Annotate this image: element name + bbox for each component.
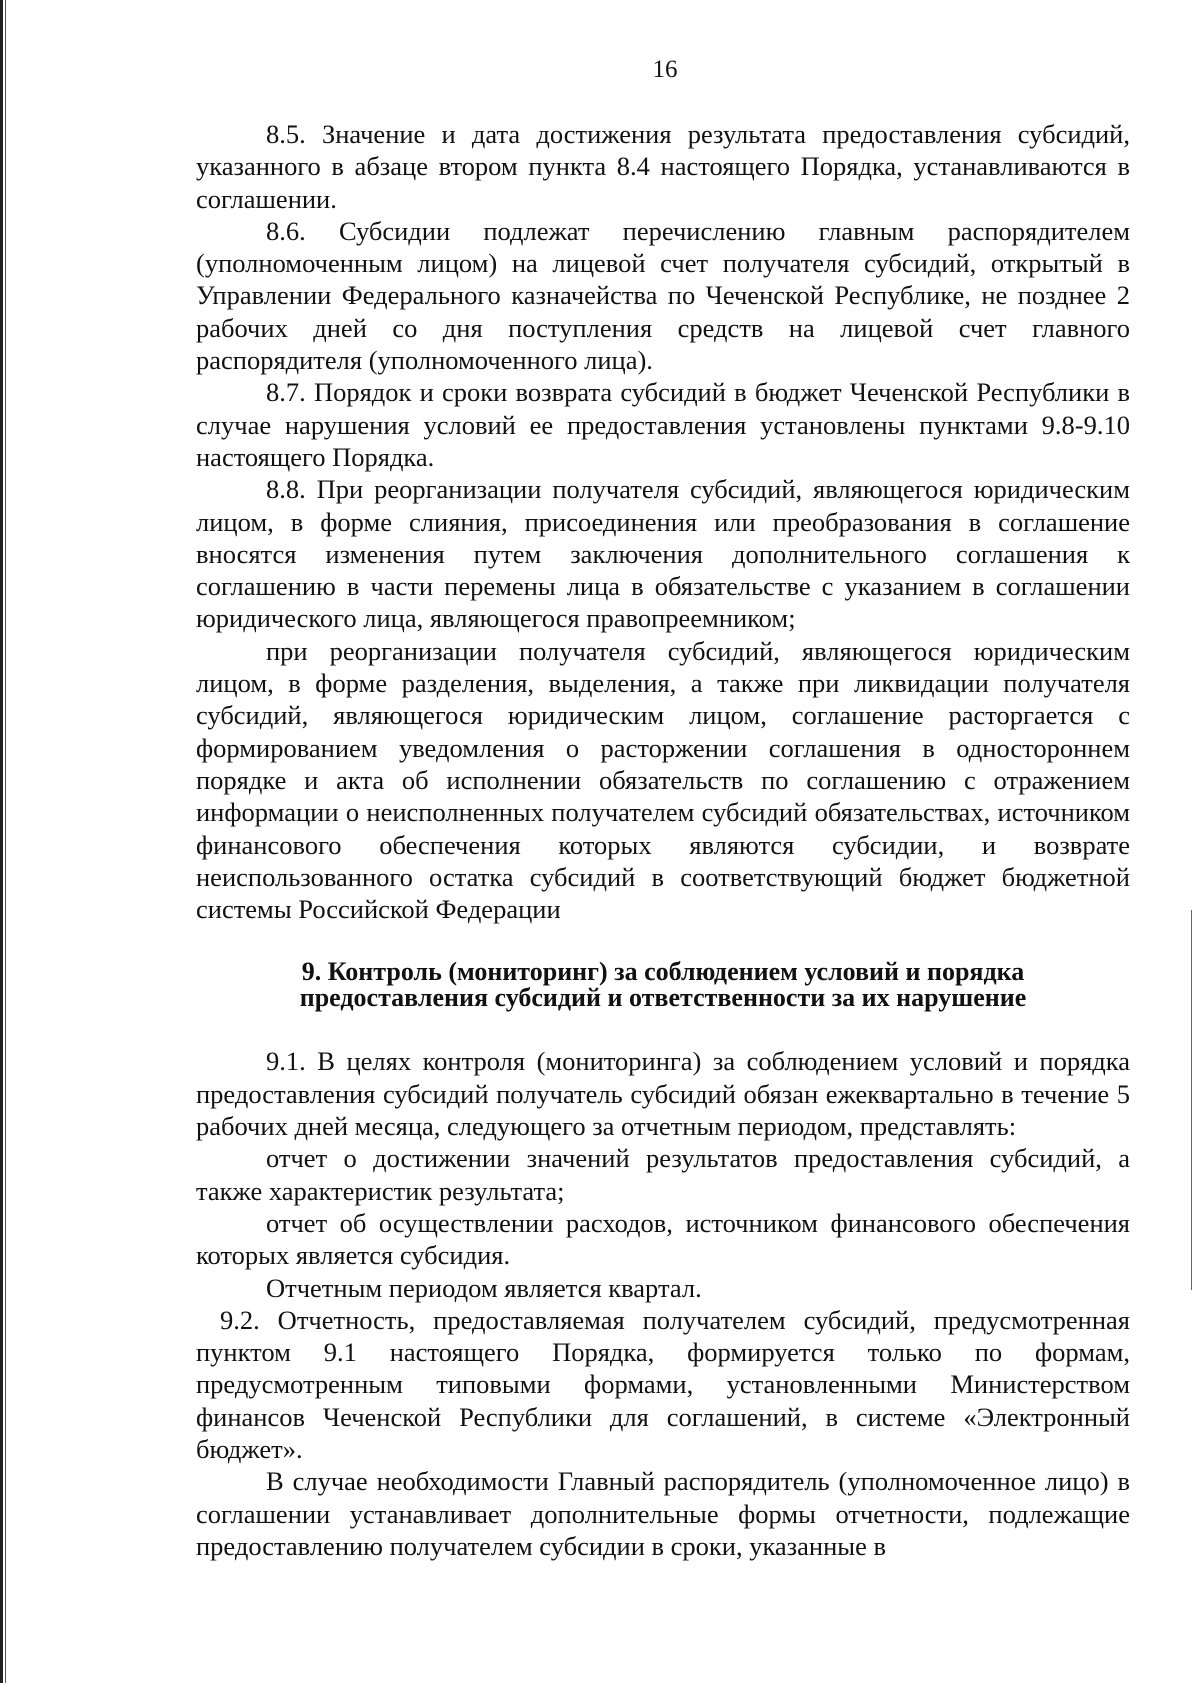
paragraph-9-2: 9.2. Отчетность, предоставляемая получателем субсидий, предусмотренная пунктом 9.1 настоящего Порядка, формируется только по формам, предусмотренным типовыми формами, установленными Министерством финансов Чеченской Республики для соглашений, в системе «Электронный бюджет».	[196, 1304, 1130, 1464]
section-heading-line-1: 9. Контроль (мониторинг) за соблюдением условий и порядка	[301, 957, 1025, 987]
section-heading	[196, 959, 1130, 1011]
scan-edge-left-inner	[5, 0, 6, 1683]
paragraph-8-8: 8.8. При реорганизации получателя субсидий, являющегося юридическим лицом, в форме слияния, присоединения или преобразования в соглашение вносятся изменения путем заключения дополнительного соглашения к соглашению в части перемены лица в обязательстве с указанием в соглашении юридического лица, являющегося правопреемником;	[196, 474, 1130, 634]
document-body	[196, 118, 1130, 1562]
section-heading-line-2: предоставления субсидий и ответственности за их нарушение	[299, 983, 1027, 1013]
paragraph-8-6: 8.6. Субсидии подлежат перечислению главным распорядителем (уполномоченным лицом) на лицевой счет получателя субсидий, открытый в Управлении Федерального казначейства по Чеченской Республике, не позднее 2 рабочих дней со дня поступления средств на лицевой счет главного распорядителя (уполномоченного лица).	[196, 215, 1130, 376]
scan-edge-left	[0, 0, 3, 1683]
paragraph-8-5: 8.5. Значение и дата достижения результата предоставления субсидий, указанного в абзаце втором пункта 8.4 настоящего Порядка, устанавливаются в соглашении.	[196, 119, 1130, 214]
paragraph-9-2-additional: В случае необходимости Главный распорядитель (уполномоченное лицо) в соглашении устанавливает дополнительные формы отчетности, подлежащие предоставлению получателем субсидии в сроки, указанные в	[196, 1466, 1130, 1561]
paragraph-9-1-report-results: отчет о достижении значений результатов предоставления субсидий, а также характеристик результата;	[196, 1143, 1130, 1206]
paragraph-9-1-report-expenses: отчет об осуществлении расходов, источником финансового обеспечения которых является субсидия.	[196, 1207, 1130, 1271]
paragraph-9-1: 9.1. В целях контроля (мониторинга) за соблюдением условий и порядка предоставления субсидий получатель субсидий обязан ежеквартально в течение 5 рабочих дней месяца, следующего за отчетным периодом, представлять:	[196, 1046, 1130, 1142]
page-number: 16	[652, 56, 678, 83]
scan-edge-right	[1191, 910, 1192, 1290]
paragraph-8-8-continued: при реорганизации получателя субсидий, являющегося юридическим лицом, в форме разделения, выделения, а также при ликвидации получателя субсидий, являющегося юридическим лицом, соглашение расторгается с формированием уведомления о расторжении соглашения в одностороннем порядке и акта об исполнении обязательств по соглашению с отражением информации о неисполненных получателем субсидий обязательствах, источником финансового обеспечения которых являются субсидии, и возврате неиспользованного остатка субсидий в соответствующий бюджет бюджетной системы Российской Федерации	[196, 635, 1130, 925]
paragraph-8-7: 8.7. Порядок и сроки возврата субсидий в бюджет Чеченской Республики в случае нарушения условий ее предоставления установлены пунктами 9.8-9.10 настоящего Порядка.	[196, 377, 1130, 472]
paragraph-9-1-period: Отчетным периодом является квартал.	[266, 1272, 702, 1303]
